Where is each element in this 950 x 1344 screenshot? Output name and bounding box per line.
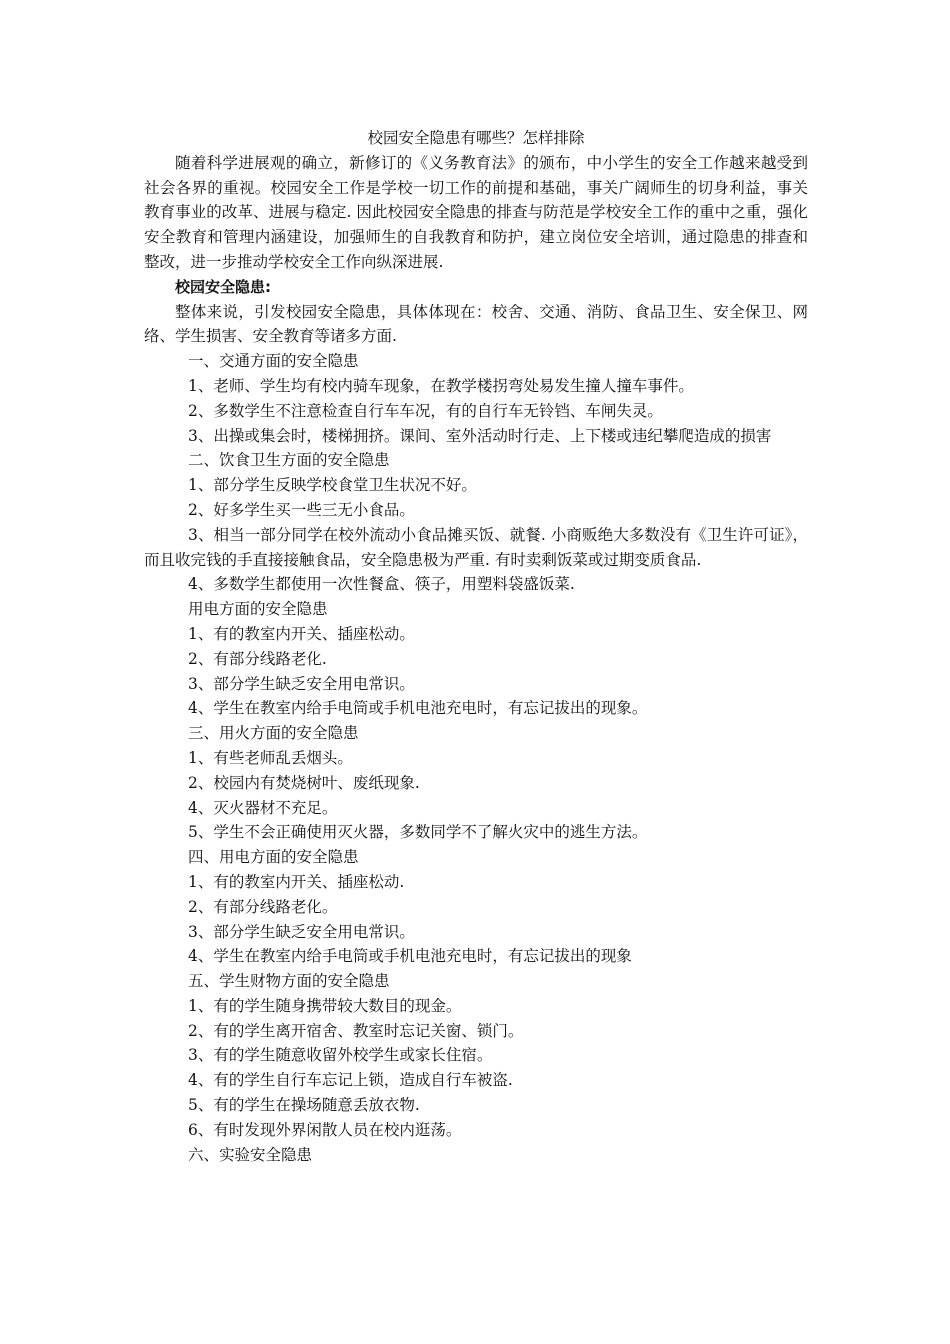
list-item: 6、有时发现外界闲散人员在校内逛荡。 <box>188 1120 462 1139</box>
hazard-list <box>144 349 808 1167</box>
list-item: 二、饮食卫生方面的安全隐患 <box>188 451 390 470</box>
list-item: 1、有的学生随身携带较大数目的现金。 <box>188 996 462 1015</box>
list-item: 1、有的教室内开关、插座松动。 <box>188 624 415 643</box>
list-item: 2、有部分线路老化. <box>188 649 327 668</box>
list-item: 4、灭火器材不充足。 <box>188 798 338 817</box>
list-item: 3、出操或集会时，楼梯拥挤。课间、室外活动时行走、上下楼或违纪攀爬造成的损害 <box>188 426 772 445</box>
list-item: 一、交通方面的安全隐患 <box>188 352 359 371</box>
list-item: 3、部分学生缺乏安全用电常识。 <box>188 922 415 941</box>
list-item: 4、多数学生都使用一次性餐盒、筷子，用塑料袋盛饭菜. <box>188 575 575 594</box>
list-item: 2、好多学生买一些三无小食品。 <box>188 500 415 519</box>
list-item: 3、相当一部分同学在校外流动小食品摊买饭、就餐. 小商贩绝大多数没有《卫生许可证》，而且收完钱的手直接接触食品，安全隐患极为严重. 有时卖剩饭菜或过期变质食品. <box>144 525 808 569</box>
list-item: 3、部分学生缺乏安全用电常识。 <box>188 674 415 693</box>
list-item: 4、有的学生自行车忘记上锁，造成自行车被盗. <box>188 1071 513 1090</box>
list-item: 用电方面的安全隐患 <box>188 600 328 619</box>
list-item: 六、实验安全隐患 <box>188 1145 313 1164</box>
list-item: 四、用电方面的安全隐患 <box>188 848 359 867</box>
list-item: 2、多数学生不注意检查自行车车况，有的自行车无铃铛、车闸失灵。 <box>188 401 663 420</box>
list-item: 5、有的学生在操场随意丢放衣物. <box>188 1096 420 1115</box>
list-item: 2、有部分线路老化。 <box>188 897 338 916</box>
list-item: 2、有的学生离开宿舍、教室时忘记关窗、锁门。 <box>188 1021 524 1040</box>
list-item: 3、有的学生随意收留外校学生或家长住宿。 <box>188 1046 493 1065</box>
list-item: 1、有些老师乱丢烟头。 <box>188 748 353 767</box>
list-item: 三、用火方面的安全隐患 <box>188 724 359 743</box>
list-item: 1、有的教室内开关、插座松动. <box>188 872 405 891</box>
document-title: 校园安全隐患有哪些？怎样排除 <box>367 129 585 147</box>
list-item: 4、学生在教室内给手电筒或手机电池充电时，有忘记拔出的现象。 <box>188 699 648 718</box>
list-item: 五、学生财物方面的安全隐患 <box>188 972 390 991</box>
list-item: 1、部分学生反映学校食堂卫生状况不好。 <box>188 476 477 495</box>
document-page <box>144 126 808 1167</box>
intro-paragraph: 随着科学进展观的确立，新修订的《义务教育法》的颁布，中小学生的安全工作越来越受到社会各界的重视。校园安全工作是学校一切工作的前提和基础，事关广阔师生的切身利益，事关教育事业的改革、进展与稳定. 因此校园安全隐患的排查与防范是学校安全工作的重中之重，强化安全教育和管理内涵建设，加强师生的自我教育和防护，建立岗位安全培训，通过隐患的排查和整改，进一步推动学校安全工作向纵深进展. <box>144 153 808 271</box>
list-item: 4、学生在教室内给手电筒或手机电池充电时，有忘记拔出的现象 <box>188 947 632 966</box>
section-heading: 校园安全隐患: <box>175 277 271 296</box>
list-item: 1、老师、学生均有校内骑车现象，在教学楼拐弯处易发生撞人撞车事件。 <box>188 376 694 395</box>
list-item: 2、校园内有焚烧树叶、废纸现象. <box>188 773 420 792</box>
list-item: 5、学生不会正确使用灭火器，多数同学不了解火灾中的逃生方法。 <box>188 823 648 842</box>
overview-paragraph: 整体来说，引发校园安全隐患，具体体现在：校舍、交通、消防、食品卫生、安全保卫、网络、学生损害、安全教育等诸多方面. <box>144 302 808 346</box>
